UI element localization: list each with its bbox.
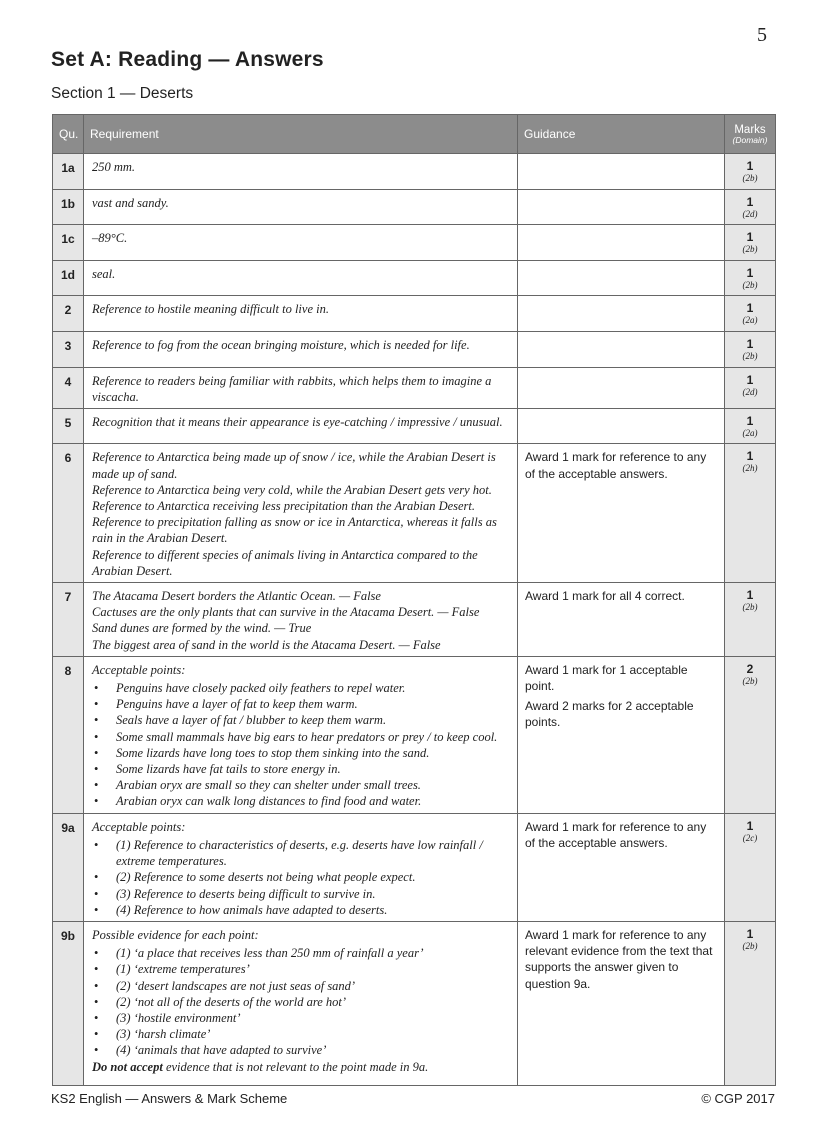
requirement-text: Reference to hostile meaning difficult to live in. <box>92 302 329 316</box>
mark-domain: (2c) <box>742 832 758 843</box>
marks-cell <box>725 261 776 296</box>
mark-domain: (2b) <box>742 244 758 254</box>
mark-domain: (2b) <box>742 173 758 183</box>
mark-domain: (2b) <box>742 351 758 361</box>
list-item: • (2) ‘not all of the deserts of the world are hot’ <box>92 994 509 1010</box>
question-number: 1d <box>53 261 84 296</box>
mark-value: 1 <box>746 337 754 351</box>
list-item: • Some lizards have fat tails to store energy in. <box>92 761 509 777</box>
marks-cell <box>725 225 776 261</box>
list-item: • (3) Reference to deserts being difficult to survive in. <box>92 886 509 902</box>
question-number: 1a <box>53 154 84 190</box>
list-item: • Some lizards have long toes to stop them sinking into the sand. <box>92 745 509 761</box>
mark-value: 1 <box>746 266 754 280</box>
requirement-cell <box>84 922 518 1086</box>
guidance-cell <box>518 296 725 332</box>
list-item: • (2) ‘desert landscapes are not just seas of sand’ <box>92 978 509 994</box>
list-item: • (1) ‘extreme temperatures’ <box>92 961 509 977</box>
requirement-text: Reference to precipitation falling as snow or ice in Antarctica, whereas it falls as rain in the Arabian Desert. <box>92 515 497 546</box>
mark-domain: (2b) <box>742 280 758 290</box>
mark-domain: (2h) <box>742 463 758 474</box>
question-number: 6 <box>53 444 84 583</box>
mark-value: 1 <box>746 195 754 209</box>
requirement-cell <box>84 656 518 813</box>
table-row <box>53 656 776 813</box>
mark-value: 2 <box>746 661 754 676</box>
guidance-text: Award 1 mark for reference to any of the acceptable answers. <box>525 450 707 481</box>
note-bold: Do not accept <box>92 1059 163 1074</box>
points-intro: Acceptable points: <box>92 819 186 834</box>
requirement-text: Sand dunes are formed by the wind. — True <box>92 621 312 636</box>
table-row <box>53 922 776 1086</box>
marks-cell <box>725 813 776 921</box>
guidance-cell <box>518 225 725 261</box>
mark-value: 1 <box>746 927 754 942</box>
list-item: • (4) ‘animals that have adapted to survive’ <box>92 1042 509 1058</box>
list-item: • Seals have a layer of fat / blubber to keep them warm. <box>92 712 509 728</box>
requirement-text: Reference to Antarctica being very cold, while the Arabian Desert gets very hot. <box>92 482 492 497</box>
requirement-text: Reference to readers being familiar with rabbits, which helps them to imagine a viscacha. <box>92 374 492 405</box>
requirement-text: Reference to Antarctica receiving less precipitation than the Arabian Desert. <box>92 499 476 514</box>
requirement-text: The biggest area of sand in the world is the Atacama Desert. — False <box>92 637 441 652</box>
list-item: • Arabian oryx are small so they can shelter under small trees. <box>92 777 509 793</box>
requirement-text: 250 mm. <box>92 160 136 174</box>
list-item: • (3) ‘hostile environment’ <box>92 1010 509 1026</box>
marks-cell <box>725 368 776 409</box>
mark-value: 1 <box>746 818 754 833</box>
mark-value: 1 <box>746 230 754 244</box>
table-row <box>53 190 776 225</box>
guidance-cell <box>518 409 725 444</box>
header-marks <box>725 115 776 154</box>
list-item: • (4) Reference to how animals have adapted to deserts. <box>92 902 509 918</box>
list-item: • Penguins have a layer of fat to keep them warm. <box>92 696 509 712</box>
mark-value: 1 <box>746 301 754 315</box>
page-number: 5 <box>757 24 767 46</box>
guidance-cell <box>518 190 725 225</box>
question-number: 8 <box>53 656 84 813</box>
table-row <box>53 444 776 583</box>
header-requirement: Requirement <box>84 115 518 154</box>
table-row <box>53 154 776 190</box>
footer-copyright: © CGP 2017 <box>701 1091 775 1106</box>
table-row <box>53 296 776 332</box>
question-number: 9a <box>53 813 84 921</box>
page-title: Set A: Reading — Answers <box>51 48 324 71</box>
list-item: • Some small mammals have big ears to hear predators or prey / to keep cool. <box>92 729 509 745</box>
requirement-cell <box>84 296 518 332</box>
mark-value: 1 <box>746 588 754 603</box>
note-rest: evidence that is not relevant to the point made in 9a. <box>162 1059 429 1074</box>
points-list <box>92 945 509 1058</box>
guidance-cell <box>518 368 725 409</box>
table-header-row <box>53 115 776 154</box>
question-number: 3 <box>53 332 84 368</box>
guidance-text: Award 1 mark for reference to any of the acceptable answers. <box>525 819 707 851</box>
requirement-cell <box>84 332 518 368</box>
list-item: • Arabian oryx can walk long distances to find food and water. <box>92 793 509 809</box>
list-item: • (1) Reference to characteristics of deserts, e.g. deserts have low rainfall / extreme temperatures. <box>92 837 509 869</box>
question-number: 4 <box>53 368 84 409</box>
list-item: • (3) ‘harsh climate’ <box>92 1026 509 1042</box>
mark-domain: (2d) <box>742 387 758 397</box>
list-item: • (2) Reference to some deserts not being what people expect. <box>92 869 509 885</box>
table-row <box>53 409 776 444</box>
requirement-text: The Atacama Desert borders the Atlantic Ocean. — False <box>92 589 381 604</box>
points-list <box>92 837 509 918</box>
guidance-text: Award 1 mark for all 4 correct. <box>525 589 685 604</box>
mark-domain: (2b) <box>742 602 758 613</box>
requirement-cell <box>84 583 518 657</box>
mark-value: 1 <box>746 159 754 173</box>
question-number: 7 <box>53 583 84 657</box>
list-item: • (1) ‘a place that receives less than 250 mm of rainfall a year’ <box>92 945 509 961</box>
requirement-text: –89°C. <box>92 231 128 245</box>
header-guidance: Guidance <box>518 115 725 154</box>
marks-cell <box>725 583 776 657</box>
question-number: 5 <box>53 409 84 444</box>
requirement-cell <box>84 225 518 261</box>
requirement-cell <box>84 813 518 921</box>
mark-domain: (2a) <box>742 315 758 325</box>
requirement-cell <box>84 261 518 296</box>
question-number: 1c <box>53 225 84 261</box>
requirement-cell <box>84 409 518 444</box>
guidance-text: Award 1 mark for 1 acceptable point. <box>525 662 688 694</box>
guidance-cell <box>518 444 725 583</box>
requirement-text: Reference to different species of animals living in Antarctica compared to the Arabian Desert. <box>92 547 478 578</box>
mark-value: 1 <box>746 373 754 387</box>
guidance-cell <box>518 154 725 190</box>
requirement-cell <box>84 154 518 190</box>
section-title: Section 1 — Deserts <box>51 85 194 102</box>
marks-cell <box>725 154 776 190</box>
header-qu: Qu. <box>53 115 84 154</box>
marks-cell <box>725 332 776 368</box>
points-intro: Possible evidence for each point: <box>92 928 259 943</box>
marks-cell <box>725 296 776 332</box>
requirement-text: Cactuses are the only plants that can survive in the Atacama Desert. — False <box>92 605 480 620</box>
mark-domain: (2b) <box>742 675 758 686</box>
requirement-text: Reference to fog from the ocean bringing moisture, which is needed for life. <box>92 338 470 352</box>
marks-cell <box>725 656 776 813</box>
guidance-cell <box>518 583 725 657</box>
marks-cell <box>725 922 776 1086</box>
table-row <box>53 583 776 657</box>
table-row <box>53 261 776 296</box>
guidance-cell <box>518 332 725 368</box>
guidance-text: Award 1 mark for reference to any relevant evidence from the text that supports the answer given to question 9a. <box>525 928 713 991</box>
footer-title: KS2 English — Answers & Mark Scheme <box>51 1091 288 1106</box>
mark-domain: (2a) <box>742 428 758 439</box>
marks-cell <box>725 409 776 444</box>
mark-value: 1 <box>746 449 754 464</box>
table-row <box>53 225 776 261</box>
requirement-text: Recognition that it means their appearance is eye-catching / impressive / unusual. <box>92 415 503 430</box>
mark-domain: (2b) <box>742 941 758 952</box>
guidance-cell <box>518 813 725 921</box>
table-row <box>53 332 776 368</box>
table-row <box>53 813 776 921</box>
header-marks-label: Marks <box>734 123 766 136</box>
exclusion-note <box>92 1059 509 1075</box>
requirement-cell <box>84 444 518 583</box>
guidance-cell <box>518 656 725 813</box>
requirement-text: Reference to Antarctica being made up of snow / ice, while the Arabian Desert is made up of sand. <box>92 450 496 481</box>
question-number: 1b <box>53 190 84 225</box>
question-number: 2 <box>53 296 84 332</box>
points-list <box>92 680 509 810</box>
mark-scheme-table <box>52 114 776 1086</box>
requirement-cell <box>84 368 518 409</box>
guidance-cell <box>518 261 725 296</box>
guidance-cell <box>518 922 725 1086</box>
mark-domain: (2d) <box>742 209 758 219</box>
marks-cell <box>725 190 776 225</box>
requirement-cell <box>84 190 518 225</box>
requirement-text: vast and sandy. <box>92 196 169 210</box>
table-row <box>53 368 776 409</box>
requirement-text: seal. <box>92 267 116 281</box>
mark-value: 1 <box>746 414 754 429</box>
question-number: 9b <box>53 922 84 1086</box>
marks-cell <box>725 444 776 583</box>
header-marks-domain: (Domain) <box>732 134 768 145</box>
guidance-text: Award 2 marks for 2 acceptable points. <box>525 699 694 730</box>
points-intro: Acceptable points: <box>92 662 186 677</box>
list-item: • Penguins have closely packed oily feathers to repel water. <box>92 680 509 696</box>
